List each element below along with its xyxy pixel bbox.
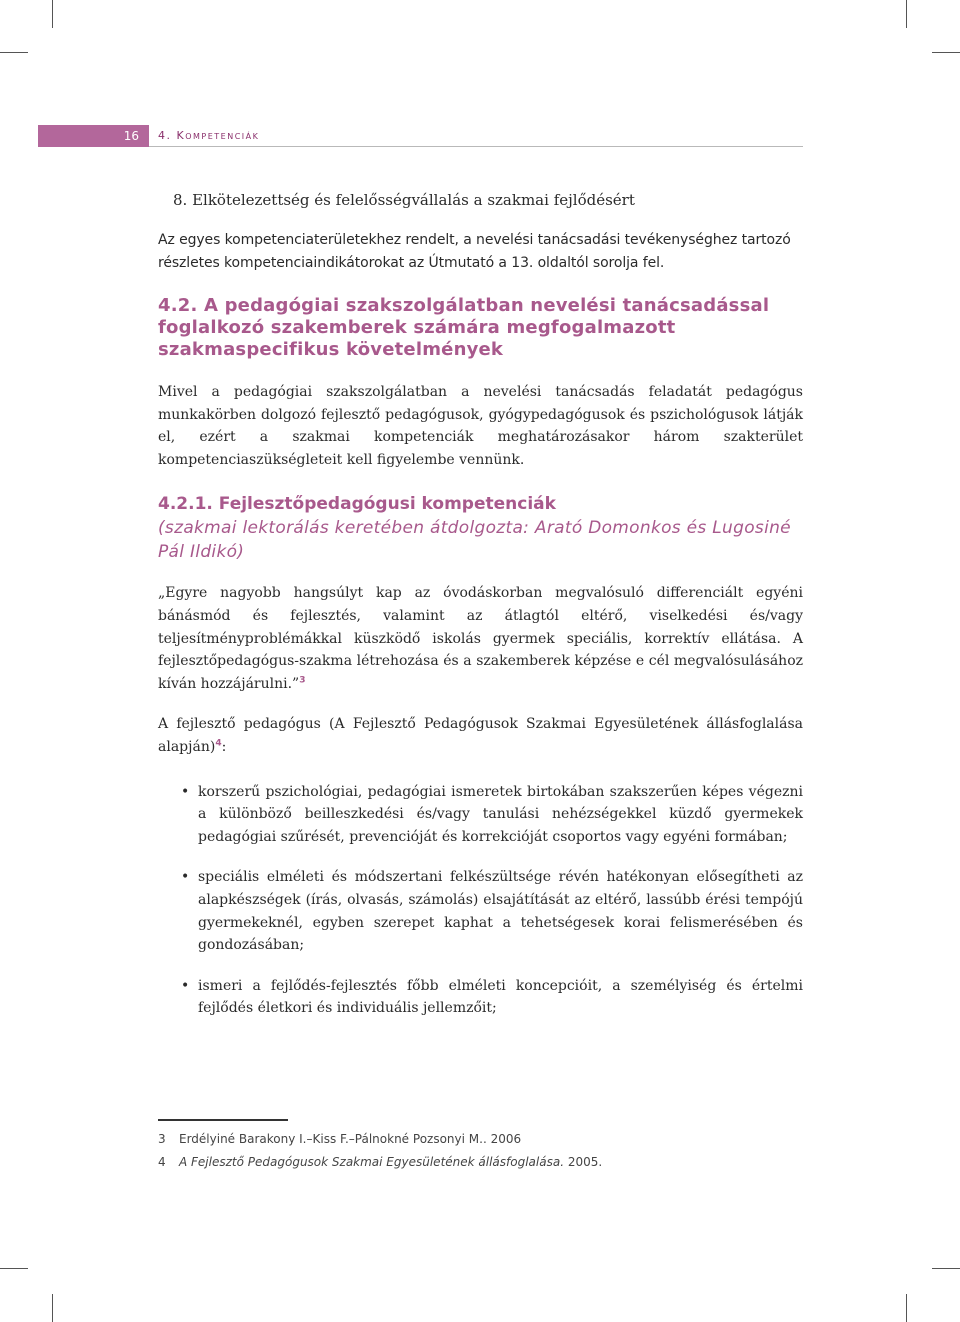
quote-text: „Egyre nagyobb hangsúlyt kap az óvodáskorban megvalósuló differenciált egyéni bánásmód és fejlesztés, valamint az átlagtól eltérő, viselkedési és/vagy teljesítményproblémákkal küszködő iskolás gyermek speciális, korrektív ellátása. A fejlesztőpedagógus-szakma létrehozása és a szakemberek képzése e cél megvalósulásához kíván hozzájárulni.”	[158, 585, 803, 692]
list-item	[158, 781, 803, 849]
list-item	[158, 866, 803, 956]
lead-text: A fejlesztő pedagógus (A Fejlesztő Pedagógusok Szakmai Egyesületének állásfoglalása alapján)	[158, 716, 803, 755]
lead-tail: :	[221, 738, 227, 755]
bullet-list	[158, 781, 803, 1020]
list-item-text: korszerű pszichológiai, pedagógiai ismeretek birtokában szakszerűen képes végezni a különböző beilleszkedési és/vagy tanulási nehézségekkel küzdő gyermekek pedagógiai szűrését, prevencióját és korrekcióját csoportos vagy egyéni formában;	[198, 783, 803, 845]
crop-mark-bottom-left	[52, 1294, 53, 1322]
footnote-rule	[158, 1119, 288, 1121]
list-item-text: ismeri a fejlődés-fejlesztés főbb elméleti koncepcióit, a személyiség és értelmi fejlődés életkori és individuális jellemzőit;	[198, 977, 803, 1017]
footnote-year: 2005.	[564, 1155, 603, 1169]
page-number-badge	[38, 125, 149, 147]
bullet-icon: •	[181, 977, 190, 994]
list-item	[158, 975, 803, 1020]
section-heading-line2: foglalkozó szakemberek számára megfogalmazott	[158, 317, 676, 338]
list-item-8: 8. Elkötelezettség és felelősségvállalás a szakmai fejlődésért	[173, 191, 635, 209]
running-header	[38, 125, 803, 147]
crop-mark-top-left	[52, 0, 53, 28]
body-paragraph: Mivel a pedagógiai szakszolgálatban a nevelési tanácsadás feladatát pedagógus munkakörben dolgozó fejlesztő pedagógusok, gyógypedagógusok és pszichológusok látják el, ezért a szakmai kompetenciák meghatározásakor három szakterület kompetenciaszükségleteit kell figyelembe vennünk.	[158, 384, 803, 468]
intro-paragraph: Az egyes kompetenciaterületekhez rendelt, a nevelési tanácsadási tevékenységhez tartozó részletes kompetenciaindikátorokat az Útmutató a 13. oldaltól sorolja fel.	[158, 232, 791, 271]
footnotes	[158, 1128, 803, 1174]
footnote-text: Erdélyiné Barakony I.–Kiss F.–Pálnokné Pozsonyi M.. 2006	[179, 1132, 522, 1146]
bullet-icon: •	[181, 783, 190, 800]
bullet-icon: •	[181, 869, 190, 886]
footnote-3	[158, 1128, 803, 1151]
crop-mark-top-left-h	[0, 52, 28, 53]
chapter-label: 4. Kompetenciák	[158, 129, 260, 142]
footnote-ref-4[interactable]: 4	[215, 738, 222, 749]
page-content	[158, 188, 803, 1038]
list-item-text: speciális elméleti és módszertani felkészültsége révén hatékonyan elősegítheti az alapkészségek (írás, olvasás, számolás) elsajátítását az eltérő, lassúbb érési tempójú gyermekeknél, egyben szerepet kaphat a tehetségesek korai felismerésében és gondozásában;	[198, 869, 803, 954]
footnote-number: 4	[158, 1155, 166, 1169]
crop-mark-bottom-left-h	[0, 1268, 28, 1269]
footnote-4	[158, 1151, 803, 1174]
crop-mark-bottom-right-h	[932, 1268, 960, 1269]
quote-paragraph	[158, 582, 803, 695]
footnote-number: 3	[158, 1132, 166, 1146]
section-heading-line1: 4.2. A pedagógiai szakszolgálatban nevelési tanácsadással	[158, 295, 770, 316]
header-rule	[149, 146, 803, 147]
subsection-note: (szakmai lektorálás keretében átdolgozta: Arató Domonkos és Lugosiné Pál Ildikó)	[158, 518, 791, 563]
crop-mark-bottom-right	[906, 1294, 907, 1322]
subsection-heading: 4.2.1. Fejlesztőpedagógusi kompetenciák	[158, 494, 556, 515]
page-number: 16	[123, 129, 139, 143]
crop-mark-top-right-h	[932, 52, 960, 53]
section-heading-line3: szakmaspecifikus követelmények	[158, 339, 504, 360]
lead-paragraph	[158, 713, 803, 758]
footnote-ref-3[interactable]: 3	[299, 675, 306, 686]
footnote-title: A Fejlesztő Pedagógusok Szakmai Egyesületének állásfoglalása.	[179, 1155, 565, 1169]
section-heading	[158, 295, 803, 361]
crop-mark-top-right	[906, 0, 907, 28]
